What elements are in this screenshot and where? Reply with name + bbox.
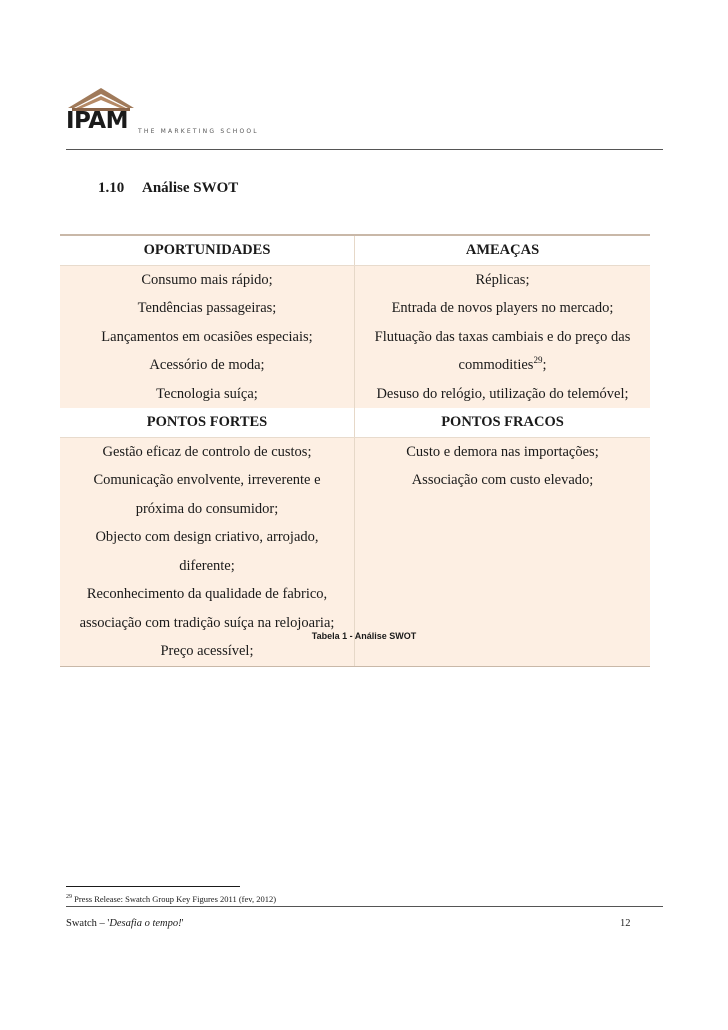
strength-item: diferente; xyxy=(60,552,355,581)
empty-cell xyxy=(355,637,650,666)
ipam-logo xyxy=(66,86,266,134)
weakness-item: Associação com custo elevado; xyxy=(355,466,650,495)
footnote-divider xyxy=(66,886,240,887)
section-title: Análise SWOT xyxy=(142,180,239,196)
opportunity-item: Acessório de moda; xyxy=(60,351,355,380)
footnote-number: 29 xyxy=(66,894,72,901)
weaknesses-header: PONTOS FRACOS xyxy=(355,408,650,437)
logo-tagline: THE MARKETING SCHOOL xyxy=(138,128,259,135)
footer-title-italic: Desafia o tempo! xyxy=(109,918,182,929)
footer-divider xyxy=(66,906,663,907)
table-row xyxy=(60,351,650,380)
table-row xyxy=(60,495,650,524)
table-row xyxy=(60,523,650,552)
swot-header-row xyxy=(60,234,650,265)
footnote-reference: 29 xyxy=(533,355,543,366)
table-row xyxy=(60,580,650,609)
empty-cell xyxy=(355,523,650,552)
threats-header: AMEAÇAS xyxy=(355,236,650,265)
table-row xyxy=(60,294,650,323)
strength-item: associação com tradição suíça na relojoaria; xyxy=(60,609,355,638)
table-row xyxy=(60,552,650,581)
strength-item: Comunicação envolvente, irreverente e xyxy=(60,466,355,495)
strength-item: Preço acessível; xyxy=(60,637,355,666)
table-row xyxy=(60,265,650,295)
table-row xyxy=(60,637,650,666)
threat-item-text: commodities xyxy=(458,357,534,373)
footnote xyxy=(66,894,276,904)
strength-item: Reconhecimento da qualidade de fabrico, xyxy=(60,580,355,609)
threat-item-punct: ; xyxy=(542,357,547,373)
header-divider xyxy=(66,149,663,150)
empty-cell xyxy=(355,552,650,581)
opportunity-item: Tecnologia suíça; xyxy=(60,380,355,409)
opportunity-item: Lançamentos em ocasiões especiais; xyxy=(60,323,355,352)
weakness-item: Custo e demora nas importações; xyxy=(355,438,650,467)
threat-item: Flutuação das taxas cambiais e do preço das xyxy=(355,323,650,352)
table-row xyxy=(60,323,650,352)
threat-item: Desuso do relógio, utilização do telemóvel; xyxy=(355,380,650,409)
table-bottom-rule xyxy=(60,666,650,667)
empty-cell xyxy=(355,495,650,524)
opportunity-item: Consumo mais rápido; xyxy=(60,266,355,295)
strength-item: Objecto com design criativo, arrojado, xyxy=(60,523,355,552)
swot-table xyxy=(60,234,650,667)
footer-title-suffix: ' xyxy=(181,918,184,929)
page-number: 12 xyxy=(620,918,631,929)
strengths-header: PONTOS FORTES xyxy=(60,408,355,437)
table-caption: Tabela 1 - Análise SWOT xyxy=(311,631,417,641)
opportunity-item: Tendências passageiras; xyxy=(60,294,355,323)
footer-title xyxy=(66,918,184,929)
logo-wordmark: IPAM xyxy=(66,108,128,134)
table-row xyxy=(60,380,650,409)
footnote-text: Press Release: Swatch Group Key Figures 2011 (fev, 2012) xyxy=(74,894,277,904)
opportunities-header: OPORTUNIDADES xyxy=(60,236,355,265)
swot-header-row-2 xyxy=(60,408,650,437)
section-heading xyxy=(98,180,238,197)
strength-item: próxima do consumidor; xyxy=(60,495,355,524)
threat-item: Entrada de novos players no mercado; xyxy=(355,294,650,323)
threat-item: Réplicas; xyxy=(355,266,650,295)
footer-title-prefix: Swatch – ' xyxy=(66,918,110,929)
section-number: 1.10 xyxy=(98,180,125,196)
empty-cell xyxy=(355,580,650,609)
table-row xyxy=(60,466,650,495)
strength-item: Gestão eficaz de controlo de custos; xyxy=(60,438,355,467)
table-row xyxy=(60,437,650,467)
threat-item xyxy=(355,351,650,380)
